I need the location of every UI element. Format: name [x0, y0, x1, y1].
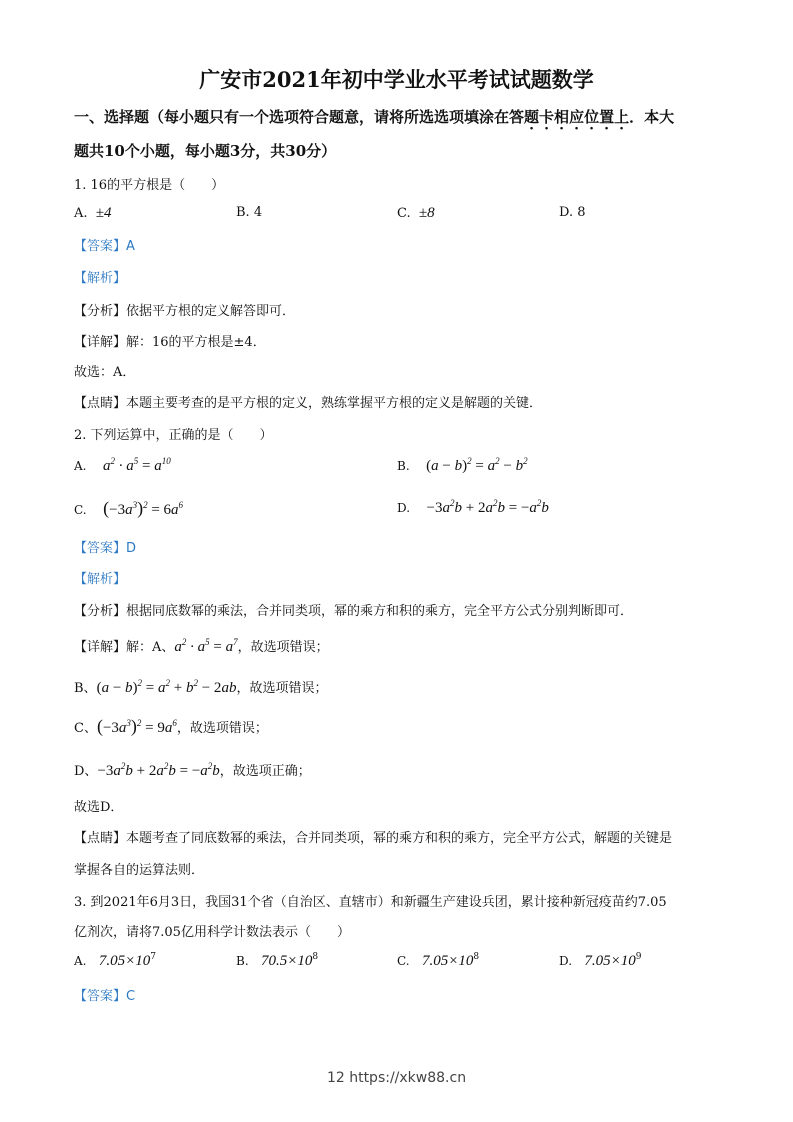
- q2-option-a: A. $a^2 \cdot a^5 = a^{10}$: [74, 456, 171, 474]
- q1-option-a: A. ±4: [74, 205, 112, 221]
- q1-answer: 【答案】A: [74, 239, 135, 254]
- q2-xiangjie-c: C、$(-3a^3)^2 = 9a^6$，故选项错误；: [74, 716, 268, 736]
- q2-dianjing-1: 【点睛】本题考查了同底数幂的乘法，合并同类项，幂的乘方和积的乘方，完全平方公式，解题的关键是: [74, 831, 673, 846]
- q2-xiangjie-a: 【详解】解：A、$a^2 \cdot a^5 = a^7$，故选项错误；: [74, 637, 329, 655]
- q1-dianjing: 【点睛】本题主要考查的是平方根的定义，熟练掌握平方根的定义是解题的关键．: [74, 396, 543, 411]
- section-heading-line1: [74, 106, 674, 127]
- emphasis-char: 上: [614, 108, 630, 126]
- q2-stem: 2. 下列运算中，正确的是（ ）: [74, 428, 273, 443]
- q3-stem-2: 亿剂次，请将7.05亿用科学计数法表示（ ）: [74, 925, 350, 940]
- q2-xiangjie-d: D、$-3a^2b + 2a^2b = -a^2b$，故选项正确；: [74, 761, 311, 779]
- q2-option-b: B. $(a - b)^2 = a^2 - b^2$: [397, 456, 528, 474]
- q3-option-c: C. $7.05\times 10^8$: [397, 952, 480, 969]
- emphasis-char: 相: [554, 108, 570, 126]
- emphasis-char: 卡: [539, 108, 555, 126]
- page-footer: 12 https://xkw88.cn: [326, 1070, 467, 1086]
- page-title: 广安市2021年初中学业水平考试试题数学: [199, 67, 594, 92]
- q1-xiangjie: 【详解】解：16的平方根是±4．: [74, 335, 266, 350]
- section-heading-text: 一、选择题（每小题只有一个选项符合题意，请将所选选项填涂在答: [74, 108, 525, 126]
- q3-stem-1: 3. 到2021年6月3日，我国31个省（自治区、直辖市）和新疆生产建设兵团，累计接种新冠疫苗约7.05: [74, 895, 667, 910]
- q2-dianjing-2: 掌握各自的运算法则．: [74, 863, 205, 878]
- q3-answer: 【答案】C: [74, 989, 136, 1004]
- q2-fenxi: 【分析】根据同底数幂的乘法，合并同类项，幂的乘方和积的乘方，完全平方公式分别判断即可．: [74, 604, 634, 619]
- q2-answer: 【答案】D: [74, 541, 137, 556]
- section-heading-line2: 题共10个小题，每小题3分，共30分）: [74, 142, 337, 160]
- emphasis-char: 题: [524, 108, 540, 126]
- emphasis-dots-text: [524, 108, 629, 126]
- q1-choose: 故选：A．: [74, 365, 136, 380]
- q2-analysis-tag: 【解析】: [74, 572, 127, 587]
- q1-option-b: B. 4: [236, 205, 263, 220]
- q1-fenxi: 【分析】依据平方根的定义解答即可．: [74, 304, 296, 319]
- q1-option-c: C. ±8: [397, 205, 435, 221]
- q1-option-d: D. 8: [559, 205, 586, 220]
- q2-xiangjie-b: B、$(a - b)^2 = a^2 + b^2 - 2ab$，故选项错误；: [74, 678, 328, 696]
- emphasis-char: 置: [599, 108, 615, 126]
- section-heading-text-end: ．本大: [629, 108, 675, 126]
- emphasis-char: 应: [569, 108, 585, 126]
- q3-option-b: B. $70.5\times 10^8$: [236, 952, 319, 969]
- q1-stem: 1. 16的平方根是（ ）: [74, 178, 225, 193]
- q2-option-d: D. $-3a^2b + 2a^2b = -a^2b$: [397, 498, 549, 516]
- q1-analysis-tag: 【解析】: [74, 271, 127, 286]
- q2-choose: 故选D．: [74, 800, 124, 815]
- q3-option-d: D. $7.05\times 10^9$: [559, 952, 642, 969]
- emphasis-char: 位: [584, 108, 600, 126]
- q3-option-a: A. $7.05\times 10^7$: [74, 952, 156, 969]
- q2-option-c: C. $(-3a^3)^2 = 6a^6$: [74, 498, 184, 518]
